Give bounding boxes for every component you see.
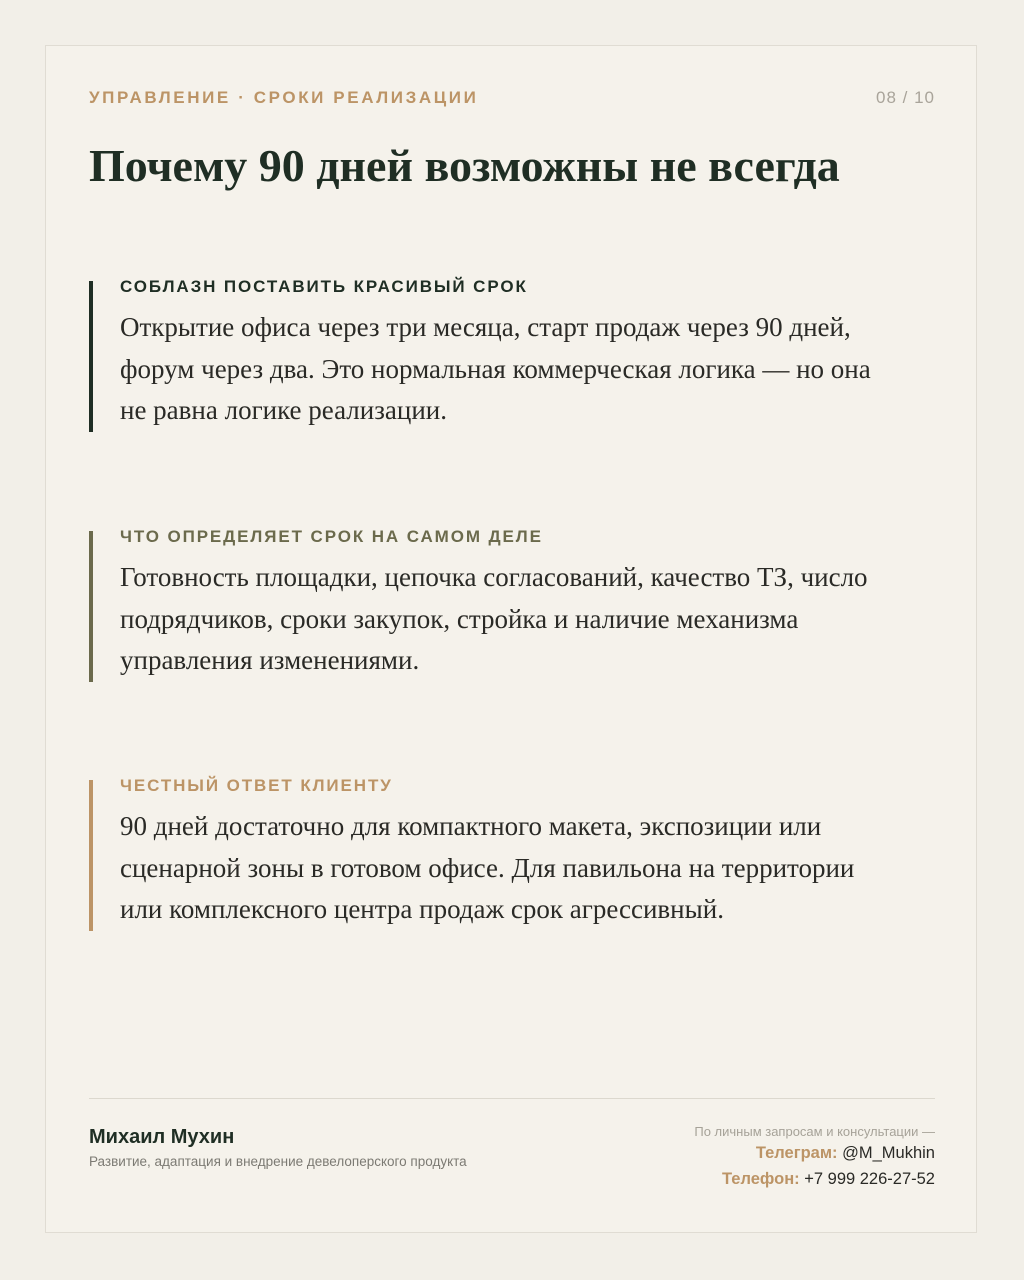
page-counter: 08 / 10	[876, 88, 935, 107]
section-honest-answer	[89, 776, 949, 931]
text-line: Открытие офиса через три месяца, старт продаж через 90 дней,	[120, 312, 851, 342]
section-text	[120, 806, 949, 931]
section-eyebrow: УПРАВЛЕНИЕ · СРОКИ РЕАЛИЗАЦИИ	[89, 88, 479, 107]
section-text	[120, 557, 949, 682]
text-line: управления изменениями.	[120, 645, 420, 675]
telegram-handle[interactable]: @M_Mukhin	[842, 1144, 935, 1162]
section-label: ЧЕСТНЫЙ ОТВЕТ КЛИЕНТУ	[120, 776, 393, 795]
section-text	[120, 307, 949, 432]
section-what-defines-deadline	[89, 527, 949, 682]
text-line: подрядчиков, сроки закупок, стройка и наличие механизма	[120, 603, 799, 634]
contacts-block	[694, 1124, 935, 1192]
phone-label: Телефон:	[722, 1170, 805, 1188]
text-line: Готовность площадки, цепочка согласований, качество ТЗ, число	[120, 562, 868, 592]
telegram-label: Телеграм:	[755, 1144, 843, 1162]
text-line: форум через два. Это нормальная коммерческая логика — но она	[120, 353, 871, 384]
footer-divider	[89, 1098, 935, 1099]
page-title: Почему 90 дней возможны не всегда	[89, 140, 840, 191]
author-role: Развитие, адаптация и внедрение девелоперского продукта	[89, 1154, 467, 1169]
section-label: ЧТО ОПРЕДЕЛЯЕТ СРОК НА САМОМ ДЕЛЕ	[120, 527, 543, 546]
section-tempting-deadline	[89, 277, 949, 432]
text-line: не равна логике реализации.	[120, 395, 447, 425]
text-line: 90 дней достаточно для компактного макета, экспозиции или	[120, 811, 822, 841]
telegram-contact[interactable]	[694, 1140, 935, 1166]
author-name: Михаил Мухин	[89, 1126, 235, 1148]
phone-contact[interactable]	[694, 1166, 935, 1192]
text-line: сценарной зоны в готовом офисе. Для павильона на территории	[120, 852, 855, 883]
phone-number[interactable]: +7 999 226-27-52	[804, 1170, 935, 1188]
section-label: СОБЛАЗН ПОСТАВИТЬ КРАСИВЫЙ СРОК	[120, 277, 528, 296]
contacts-note: По личным запросам и консультации —	[694, 1124, 935, 1139]
text-line: или комплексного центра продаж срок агрессивный.	[120, 894, 724, 924]
